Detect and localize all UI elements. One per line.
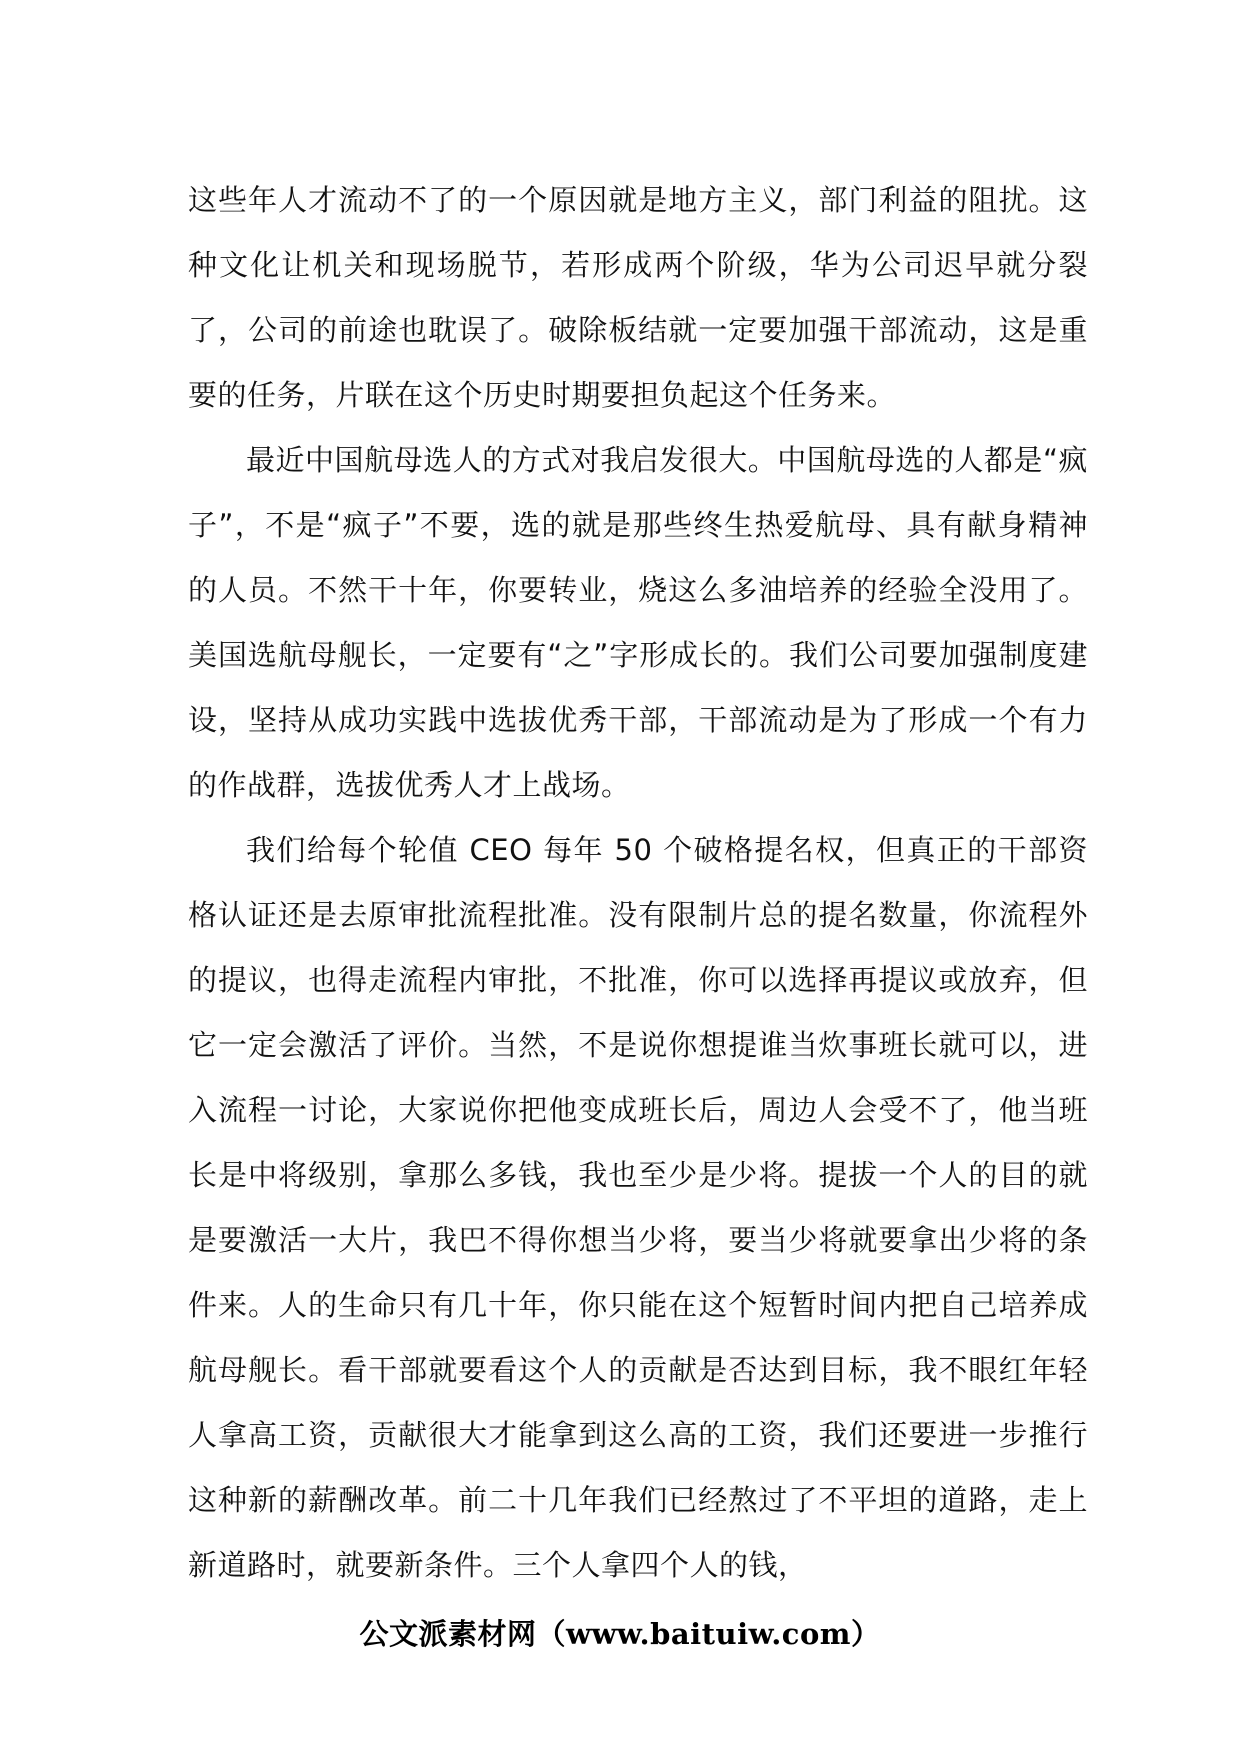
paragraph-3: 我们给每个轮值 CEO 每年 50 个破格提名权，但真正的干部资格认证还是去原审批流程批准。没有限制片总的提名数量，你流程外的提议，也得走流程内审批，不批准，你可以选择再提议或放弃，但它一定会激活了评价。当然，不是说你想提谁当炊事班长就可以，进入流程一讨论，大家说你把他变成班长后，周边人会受不了，他当班长是中将级别，拿那么多钱，我也至少是少将。提拔一个人的目的就是要激活一大片，我巴不得你想当少将，要当少将就要拿出少将的条件来。人的生命只有几十年，你只能在这个短暂时间内把自己培养成航母舰长。看干部就要看这个人的贡献是否达到目标，我不眼红年轻人拿高工资，贡献很大才能拿到这么高的工资，我们还要进一步推行这种新的薪酬改革。前二十几年我们已经熬过了不平坦的道路，走上新道路时，就要新条件。三个人拿四个人的钱， [188,833,1088,1582]
footer-watermark: 公文派素材网（www.baituiw.com） [359,1617,881,1651]
paragraph-1: 这些年人才流动不了的一个原因就是地方主义，部门利益的阻扰。这种文化让机关和现场脱节，若形成两个阶级，华为公司迟早就分裂了，公司的前途也耽误了。破除板结就一定要加强干部流动，这是重要的任务，片联在这个历史时期要担负起这个任务来。 [188,183,1088,412]
document-body [188,168,1088,1598]
paragraph-2: 最近中国航母选人的方式对我启发很大。中国航母选的人都是“疯子”，不是“疯子”不要，选的就是那些终生热爱航母、具有献身精神的人员。不然干十年，你要转业，烧这么多油培养的经验全没用了。美国选航母舰长，一定要有“之”字形成长的。我们公司要加强制度建设，坚持从成功实践中选拔优秀干部，干部流动是为了形成一个有力的作战群，选拔优秀人才上战场。 [188,443,1088,802]
